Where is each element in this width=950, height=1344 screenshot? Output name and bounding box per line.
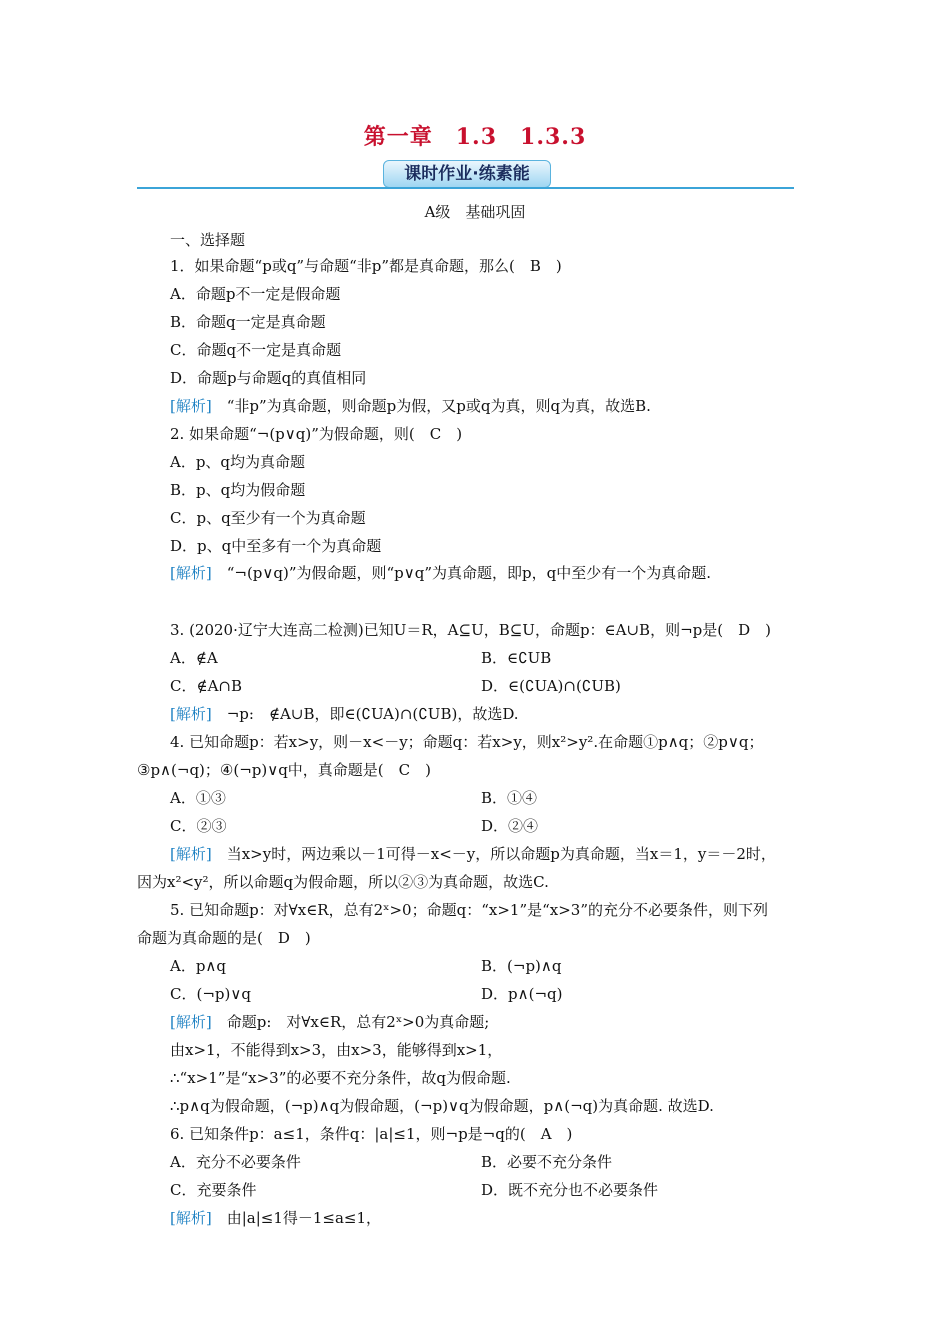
q4-stem-line2: ③p∧(¬q)；④(¬p)∨q中，真命题是( C ) [137, 761, 431, 779]
analysis-tag: [解析] [170, 1209, 212, 1227]
section-heading: 一、选择题 [170, 231, 246, 249]
q3-stem: 3. (2020·辽宁大连高二检测)已知U＝R，A⊆U，B⊆U，命题p：∈A∪B，则¬p是( D ) [170, 621, 771, 639]
homework-badge: 课时作业·练素能 [383, 160, 551, 188]
q6-option-c: C．充要条件 [170, 1181, 257, 1199]
q5-stem-line2: 命题为真命题的是( D ) [137, 929, 311, 947]
page-title: 第一章 1.3 1.3.3 [363, 124, 587, 150]
q5-analysis-line3: ∴“x>1”是“x>3”的必要不充分条件，故q为假命题. [170, 1069, 511, 1087]
analysis-tag: [解析] [170, 705, 212, 723]
q6-option-a: A．充分不必要条件 [170, 1153, 301, 1171]
q5-analysis-line2: 由x>1，不能得到x>3，由x>3，能够得到x>1， [170, 1041, 503, 1059]
q4-stem-line1: 4. 已知命题p：若x>y，则－x<－y；命题q：若x>y，则x²>y².在命题①p∧q；②p∨q； [170, 733, 764, 751]
q2-option-a: A．p、q均为真命题 [170, 453, 306, 471]
q5-option-a: A．p∧q [170, 957, 227, 975]
q1-stem: 1．如果命题“p或q”与命题“非p”都是真命题，那么( B ) [170, 257, 562, 275]
q1-option-a: A．命题p不一定是假命题 [170, 285, 341, 303]
q2-option-d: D．p、q中至多有一个为真命题 [170, 537, 382, 555]
q4-analysis-text1: 当x>y时，两边乘以－1可得－x<－y，所以命题p为真命题，当x＝1，y＝－2时， [211, 845, 776, 863]
q1-option-c: C．命题q不一定是真命题 [170, 341, 342, 359]
analysis-tag: [解析] [170, 1013, 212, 1031]
q2-option-b: B．p、q均为假命题 [170, 481, 306, 499]
q6-option-b: B．必要不充分条件 [481, 1153, 613, 1171]
q3-option-b: B．∈∁UB [481, 649, 552, 667]
q1-analysis-text: “非p”为真命题，则命题p为假，又p或q为真，则q为真，故选B. [211, 397, 651, 415]
q5-option-b: B．(¬p)∧q [481, 957, 562, 975]
q6-analysis [170, 1207, 381, 1229]
q1-option-d: D．命题p与命题q的真值相同 [170, 369, 367, 387]
q2-stem: 2. 如果命题“¬(p∨q)”为假命题，则( C ) [170, 425, 463, 443]
level-heading: A级 基础巩固 [424, 203, 526, 221]
q5-analysis-text1: 命题p: 对∀x∈R，总有2ˣ>0为真命题; [211, 1013, 490, 1031]
q3-option-c: C．∉A∩B [170, 677, 243, 695]
q4-analysis [170, 843, 776, 865]
q3-option-a: A．∉A [170, 649, 218, 667]
q3-analysis-text: ¬p: ∉A∪B，即∈(∁UA)∩(∁UB)，故选D. [211, 705, 519, 723]
q2-option-c: C．p、q至少有一个为真命题 [170, 509, 366, 527]
q2-analysis [170, 562, 711, 584]
q3-option-d: D．∈(∁UA)∩(∁UB) [481, 677, 621, 695]
q5-analysis [170, 1011, 489, 1033]
q4-option-d: D．②④ [481, 817, 539, 835]
q4-option-a: A．①③ [170, 789, 226, 807]
q1-option-b: B．命题q一定是真命题 [170, 313, 326, 331]
q6-stem: 6. 已知条件p：a≤1，条件q：|a|≤1，则¬p是¬q的( A ) [170, 1125, 573, 1143]
header-divider [137, 187, 794, 189]
q5-stem-line1: 5. 已知命题p：对∀x∈R，总有2ˣ>0；命题q：“x>1”是“x>3”的充分不必要条件，则下列 [170, 901, 769, 919]
q5-analysis-line4: ∴p∧q为假命题，(¬p)∧q为假命题，(¬p)∨q为假命题，p∧(¬q)为真命题. 故选D. [170, 1097, 714, 1115]
q4-analysis-line2: 因为x²<y²，所以命题q为假命题，所以②③为真命题，故选C. [137, 873, 549, 891]
q6-option-d: D．既不充分也不必要条件 [481, 1181, 659, 1199]
q4-option-b: B．①④ [481, 789, 538, 807]
q1-analysis [170, 395, 651, 417]
q5-option-c: C．(¬p)∨q [170, 985, 251, 1003]
q3-analysis [170, 703, 519, 725]
q6-analysis-text: 由|a|≤1得－1≤a≤1， [211, 1209, 382, 1227]
q5-option-d: D．p∧(¬q) [481, 985, 563, 1003]
q2-analysis-text: “¬(p∨q)”为假命题，则“p∨q”为真命题，即p，q中至少有一个为真命题. [211, 564, 712, 582]
analysis-tag: [解析] [170, 564, 212, 582]
q4-option-c: C．②③ [170, 817, 227, 835]
analysis-tag: [解析] [170, 845, 212, 863]
analysis-tag: [解析] [170, 397, 212, 415]
